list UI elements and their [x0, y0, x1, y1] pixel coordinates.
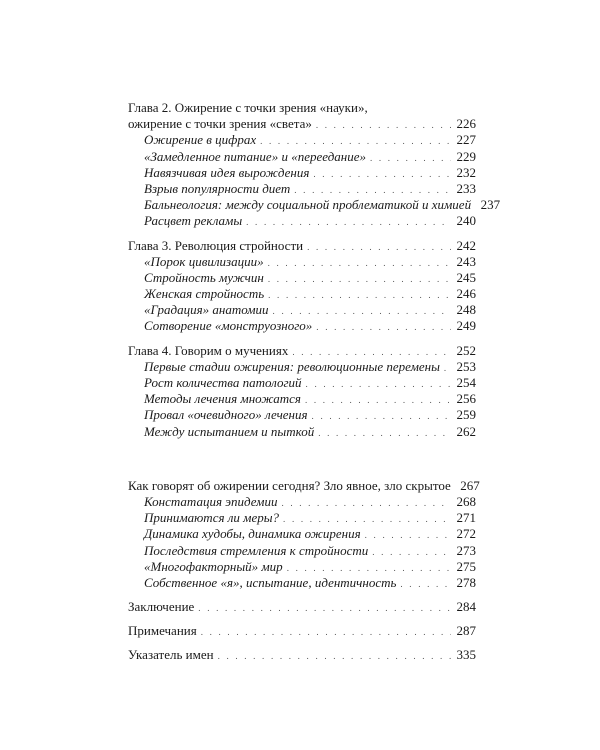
subentry-title: Собственное «я», испытание, идентичность: [144, 574, 397, 590]
toc-entry-index: [128, 647, 476, 663]
table-of-contents: [128, 100, 501, 664]
toc-subentry: [128, 149, 476, 165]
dot-leader: [273, 303, 451, 319]
dot-leader: [260, 133, 451, 149]
page-number: 272: [456, 526, 476, 542]
page-number: 262: [456, 423, 476, 439]
toc-subentry: [128, 391, 476, 407]
subentry-title: «Градация» анатомии: [144, 302, 269, 318]
dot-leader: [292, 344, 451, 360]
subentry-title: Взрыв популярности диет: [144, 180, 291, 196]
page-number: 254: [456, 375, 476, 390]
dot-leader: [372, 544, 451, 560]
page-number: 237: [480, 197, 501, 213]
dot-leader: [312, 408, 451, 424]
subentry-title: Сотворение «монструозного»: [144, 318, 313, 334]
dot-leader: [313, 166, 451, 182]
dot-leader: [246, 214, 451, 230]
dot-leader: [400, 576, 451, 592]
chapter-title: Глава 2. Ожирение с точки зрения «науки»,: [128, 100, 368, 115]
page-number: 252: [456, 342, 476, 358]
page-number: 273: [456, 542, 476, 558]
dot-leader: [444, 360, 451, 376]
toc-subentry: [128, 197, 501, 213]
dot-leader: [268, 271, 451, 287]
toc-entry-part-today: [128, 477, 480, 494]
page-number: 249: [456, 318, 476, 334]
entry-title: Заключение: [128, 599, 195, 615]
dot-leader: [316, 319, 451, 335]
dot-leader: [268, 255, 451, 271]
entry-title: Примечания: [128, 623, 197, 639]
toc-subentry: [128, 165, 476, 181]
subentry-title: Расцвет рекламы: [144, 213, 243, 229]
toc-subentry: [128, 254, 476, 270]
dot-leader: [318, 425, 451, 441]
page-number: 248: [456, 302, 476, 318]
subentry-title: Первые стадии ожирения: революционные перемены: [144, 358, 440, 374]
subentry-title: Стройность мужчин: [144, 269, 264, 285]
toc-subentry: [128, 318, 476, 334]
toc-entry-conclusion: [128, 599, 476, 615]
page-number: 256: [456, 391, 476, 407]
chapter-title: Глава 3. Революция стройности: [128, 237, 304, 253]
page-number: 278: [456, 574, 476, 590]
page-number: 240: [456, 213, 476, 229]
dot-leader: [283, 511, 451, 527]
page-number: 227: [456, 132, 476, 148]
page-number: 267: [460, 477, 480, 493]
dot-leader: [201, 624, 451, 640]
toc-subentry: [128, 424, 476, 440]
toc-subentry: [128, 575, 476, 591]
page-number: 245: [456, 269, 476, 285]
toc-entry-chapter-4: [128, 343, 476, 359]
subentry-title: Женская стройность: [144, 286, 265, 302]
page-number: 268: [456, 493, 476, 509]
toc-subentry: [128, 407, 476, 423]
page-number: 226: [456, 116, 476, 132]
subentry-title: Провал «очевидного» лечения: [144, 407, 308, 423]
part-title: Как говорят об ожирении сегодня? Зло явное, зло скрытое: [128, 477, 451, 493]
dot-leader: [294, 182, 451, 198]
page-number: 233: [456, 180, 476, 196]
page-number: 335: [456, 647, 476, 663]
toc-entry-notes: [128, 623, 476, 639]
subentry-title: Бальнеология: между социальной проблематикой и химией: [144, 197, 472, 213]
toc-subentry: [128, 543, 476, 559]
toc-subentry: [128, 559, 476, 575]
toc-subentry: [128, 213, 476, 229]
dot-leader: [306, 376, 451, 392]
chapter-2-title-line-1: [128, 100, 476, 116]
page-number: 242: [456, 237, 476, 253]
entry-title: Указатель имен: [128, 647, 214, 663]
subentry-title: Методы лечения множатся: [144, 391, 301, 407]
subentry-title: «Порок цивилизации»: [144, 253, 264, 269]
toc-subentry: [128, 270, 476, 286]
page-number: 243: [456, 253, 476, 269]
subentry-title: Констатация эпидемии: [144, 493, 278, 509]
dot-leader: [287, 560, 451, 576]
toc-subentry: [128, 375, 476, 391]
page-number: 284: [456, 599, 476, 615]
toc-subentry: [128, 286, 476, 302]
page-number: 271: [456, 510, 476, 526]
dot-leader: [268, 287, 451, 303]
toc-subentry: [128, 181, 476, 197]
dot-leader: [370, 150, 451, 166]
page-number: 232: [456, 164, 476, 180]
page-number: 259: [456, 407, 476, 423]
toc-subentry: [128, 302, 476, 318]
page-number: 287: [456, 623, 476, 639]
subentry-title: Рост количества патологий: [144, 375, 302, 390]
toc-entry-chapter-3: [128, 238, 476, 254]
chapter-title: ожирение с точки зрения «света»: [128, 116, 312, 132]
dot-leader: [365, 527, 451, 543]
toc-subentry: [128, 510, 476, 526]
page-number: 246: [456, 286, 476, 302]
page-number: 229: [456, 148, 476, 164]
page-number: 275: [456, 558, 476, 574]
dot-leader: [307, 239, 451, 255]
subentry-title: Динамика худобы, динамика ожирения: [144, 526, 361, 542]
subentry-title: Последствия стремления к стройности: [144, 542, 369, 558]
subentry-title: Ожирение в цифрах: [144, 132, 257, 148]
toc-subentry: [128, 359, 476, 375]
dot-leader: [218, 648, 451, 664]
toc-subentry: [128, 494, 476, 510]
toc-subentry: [128, 526, 476, 542]
toc-entry-chapter-2: [128, 116, 476, 132]
subentry-title: Принимаются ли меры?: [144, 510, 280, 526]
dot-leader: [198, 600, 451, 616]
toc-subentry: [128, 132, 476, 148]
dot-leader: [281, 495, 451, 511]
dot-leader: [305, 392, 451, 408]
subentry-title: «Замедленное питание» и «переедание»: [144, 148, 366, 164]
subentry-title: Навязчивая идея вырождения: [144, 164, 310, 180]
chapter-title: Глава 4. Говорим о мучениях: [128, 342, 289, 358]
page-number: 253: [456, 358, 476, 374]
dot-leader: [316, 117, 451, 133]
subentry-title: Между испытанием и пыткой: [144, 423, 315, 439]
subentry-title: «Многофакторный» мир: [144, 558, 283, 574]
